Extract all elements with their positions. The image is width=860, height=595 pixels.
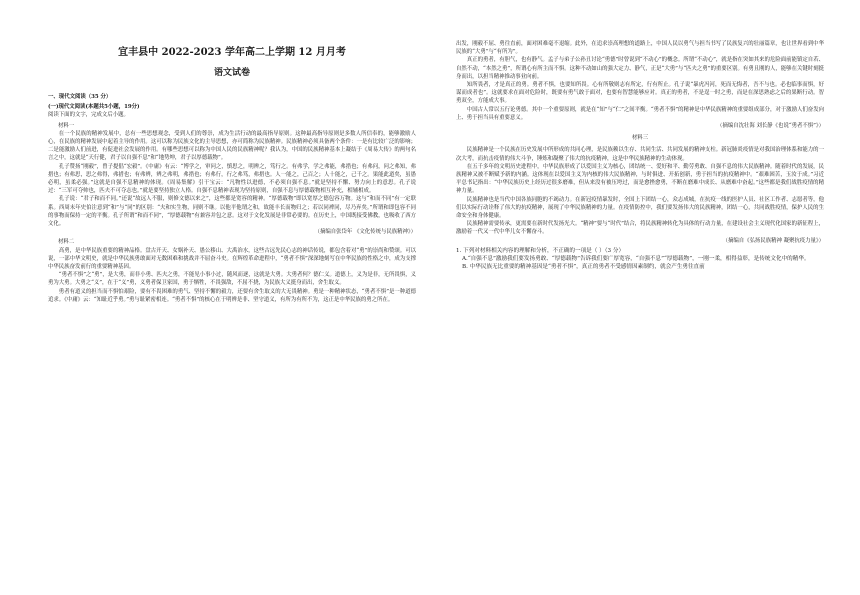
exam-title: 宜丰县中 2022-2023 学年高二上学期 12 月月考 <box>118 47 346 58</box>
section-heading: 一、现代文阅读（35 分） <box>48 94 112 100</box>
material-3-paragraph: 民族精神是一个民族在历史发展中所形成的共同心理，是民族赖以生存、共同生活、共同发展的精神支柱。新冠肺炎疫情是对我国治理体系和能力的一次大考，而抗击疫情的伟大斗争，锤炼和凝聚了伟大的抗疫精神，这是中华民族精神的生动体现。 <box>456 147 824 162</box>
material-2-paragraph: “勇者不惧”之“勇”，是大勇，而非小勇、匹夫之勇，不能见小事小过，随风而逐，这就是大勇。大勇者何？德仁义。道德上，义为是非，无所畏惧，义勇为大勇。大勇之“义”，在于“义”勇，义勇者保卫家国，勇于牺牲，不畏强敌，不屈不挠，为民族大义挺身而出，舍生取义。 <box>48 272 416 287</box>
question-1-option-b: B. 中华民族无比重要的精神基因是“勇者不惧”，真正的勇者不受感情因素制约，就会产生勇往直前 <box>462 264 705 271</box>
material-3-paragraph: 民族精神也是当代中国各族同胞的不竭动力。在新冠疫情暴发时，全国上下团结一心，众志成城，在抗疫一线的医护人员、社区工作者、志愿者等，他们以实际行动诠释了伟大的抗疫精神，展现了中华民族精神的力量。在疫情防控中，我们要发扬伟大的民族精神，团结一心，共同战胜疫情，保护人民的生命安全和身体健康。 <box>456 196 824 220</box>
material-2-paragraph: 真正的勇者，有胆气，也有静气。孟子与弟子公孙丑讨论“勇德”时曾说到“不动心”的概念。所谓“不动心”，就是指在突如其来的危险面前能镇定自若、自然不动，“本然之勇”，所谓心有所主而不惧。这种不动如山的强大定力、静气，正是“大勇”与“匹夫之勇”的重要区别。有勇且刚的人，能够在关键时刻挺身而出，以担当精神推动事业向前。 <box>456 57 824 80</box>
material-2-paragraph: 中国古人常以五行论勇德。其中一个重要原则，就是在“知”与“仁”之间平衡。“勇者不惧”的精神是中华民族精神的重要组成部分，对于激励人们奋发向上、勇于担当具有重要意义。 <box>456 106 824 121</box>
material-1-label: 材料一 <box>58 122 75 129</box>
subsection-heading: (一)现代文阅读(本题共5小题，19分) <box>48 104 140 111</box>
material-3-label: 材料三 <box>631 135 649 142</box>
material-2-continuation: 出发，刚毅不屈、勇往直前，面对困难毫不退缩。此外，在追求崇高理想的道路上，中国人民以勇气与担当书写了民族复兴的壮丽篇章，也让世界看到中华民族的“大勇”与“有所为”。 <box>456 41 824 56</box>
question-1-option-a: A.“自强不息”激励我们要发扬勇敢、“厚德载物”告诉我们要广厚宽容，“自强不息”“厚德载物”，一刚一柔，相得益彰，是传统文化中的精华。 <box>462 256 810 263</box>
left-column <box>48 36 416 588</box>
right-column <box>456 40 824 588</box>
material-2-label: 材料二 <box>58 239 75 246</box>
question-1-stem: 1. 下列对材料相关内容的理解和分析，不正确的一项是（ ）（3 分） <box>456 247 625 254</box>
material-1-paragraph: 孔子说：“君子和而不同。”还说“故远人不服，则修文德以来之”，这些都是宽容的精神。“厚德载物”即以宽厚之德包容万物。这与“和而不同”有一定联系。西周末年史伯注意到“和”与“同”的区别：“夫和实生物，同则不继。以他平他谓之和，故能丰长而物归之；若以同裨同，尽乃弃矣。”所谓和即包容不同的事物而保持一定的平衡。孔子所谓“和而不同”，“厚德载物”有兼容并包之意。这对于文化发展是非常必要的。在历史上，中国既接受佛教，也吸收了西方文化。 <box>48 196 416 228</box>
material-2-paragraph: 知所畏者，才是真正的勇。勇者不惧，也要知所畏。心有所敬则志有所定，行有所止。孔子说“暴虎冯河，死而无悔者，吾不与也。必也临事而惧，好谋而成者也”。这就要求在面对危险时，既要有勇气敢于面对，也要有智慧能够应对。真正的勇者，不是逞一时之勇，而是在深思熟虑之后的果断行动。智勇双全，方能成大事。 <box>456 82 824 105</box>
material-1-paragraph: 孔子赞扬“刚毅”，曾子提倡“宏毅”。《中庸》有云：“博学之，审问之，慎思之，明辨之，笃行之。有弗学，学之弗能，弗措也；有弗问，问之弗知，弗措也；有弗思，思之弗得，弗措也；有弗辨，辨之弗明，弗措也；有弗行，行之弗笃，弗措也。人一能之，己百之；人十能之，己千之。果能此道矣，虽愚必明，虽柔必强。”这就是自强不息精神的体现。《周易集解》引干宝云：“凡物性以进德，不必须自强不息。”就是坚持不懈、努力向上的意思。孔子说过：“三军可夺帅也，匹夫不可夺志也。”就是要坚持独立人格。自强不息精神表现为坚持原则，自强不息与厚德载物相互补充，相辅相成。 <box>48 163 416 195</box>
exam-subtitle: 语文试卷 <box>213 68 250 78</box>
material-3-paragraph: 民族精神需要传承，更需要在新时代发扬光大。“精神”要与“时代”结合，将民族精神转化为具体的行动力量，在建设社会主义现代化国家的新征程上，激励着一代又一代中华儿女不懈奋斗。 <box>456 221 824 236</box>
material-2-source: （摘编自沈壮海 刘长静《也说“勇者不惧”》） <box>717 123 824 130</box>
reading-instruction: 阅读下面的文字，完成文后小题。 <box>48 112 129 119</box>
material-3-source: （摘编自《弘扬民族精神 凝聚抗疫力量》） <box>722 237 824 244</box>
material-2-paragraph: 勇者有道义的担当而不惧怕艰险，要有不畏困难的勇气、坚持不懈的毅力，还要有舍生取义的大无畏精神。勇是一种精神状态，“勇者不惧”是一种道德追求。《中庸》云：“知耻近乎勇。”勇与耻紧密相连。“勇者不惧”的核心在于明辨是非、坚守道义，有所为有所不为，这正是中华民族的勇之所在。 <box>48 288 416 303</box>
material-3-paragraph: 在五千多年的文明历史进程中，中华民族形成了以爱国主义为核心，团结统一、爱好和平、勤劳勇敢、自强不息的伟大民族精神。随着时代的发展，民族精神又被不断赋予新的内涵。这体现在以爱国主义为内核的伟大民族精神，与时俱进、开拓创新，勇于担当的抗疫精神中。“艰难困苦，玉汝于成。”习近平总书记指出：“中华民族历史上经历过很多磨难，但从来没有被压垮过，而是愈挫愈勇，不断在磨难中成长、从磨难中奋起。”这些都是我们战胜疫情的精神力量。 <box>456 163 824 195</box>
material-1-source: （摘编自张岱年 《文化传统与民族精神》） <box>314 229 416 236</box>
material-2-paragraph: 高勇，是中华民族重要的精神品格。盘古开天、女娲补天、愚公移山、大禹治水，这些古远先民心志的神话传说，都包含着对“勇”的崇尚和赞颂。可以说，一部中华文明史，就是中华民族勇敢面对无数困难和挑战并不屈奋斗史。在辉煌革命进程中，“勇者不惧”深深地刻写在中华民族的性格之中，成为支撑中华民族奋发前行的重要精神基因。 <box>48 247 416 271</box>
material-1-paragraph: 在一个民族的精神发展中，总有一些思想观念，受到人们的尊崇，成为生活行动的最高指导原则。这种最高指导原则是多数人所信奉的，能够激励人心，在民族的精神发展中起着主导的作用。这可以称为民族文化的主导思想，亦可简称为民族精神。民族精神必须具备两个条件：一是有比较广泛的影响；二是能激励人们前进，有促进社会发展的作用。有哪些思想可以称为中国人民的民族精神呢？我认为，中国的民族精神基本上凝结于《周易大传》的两句名言之中，这就是“天行健，君子以自强不息”和“地势坤，君子以厚德载物”。 <box>48 130 416 162</box>
